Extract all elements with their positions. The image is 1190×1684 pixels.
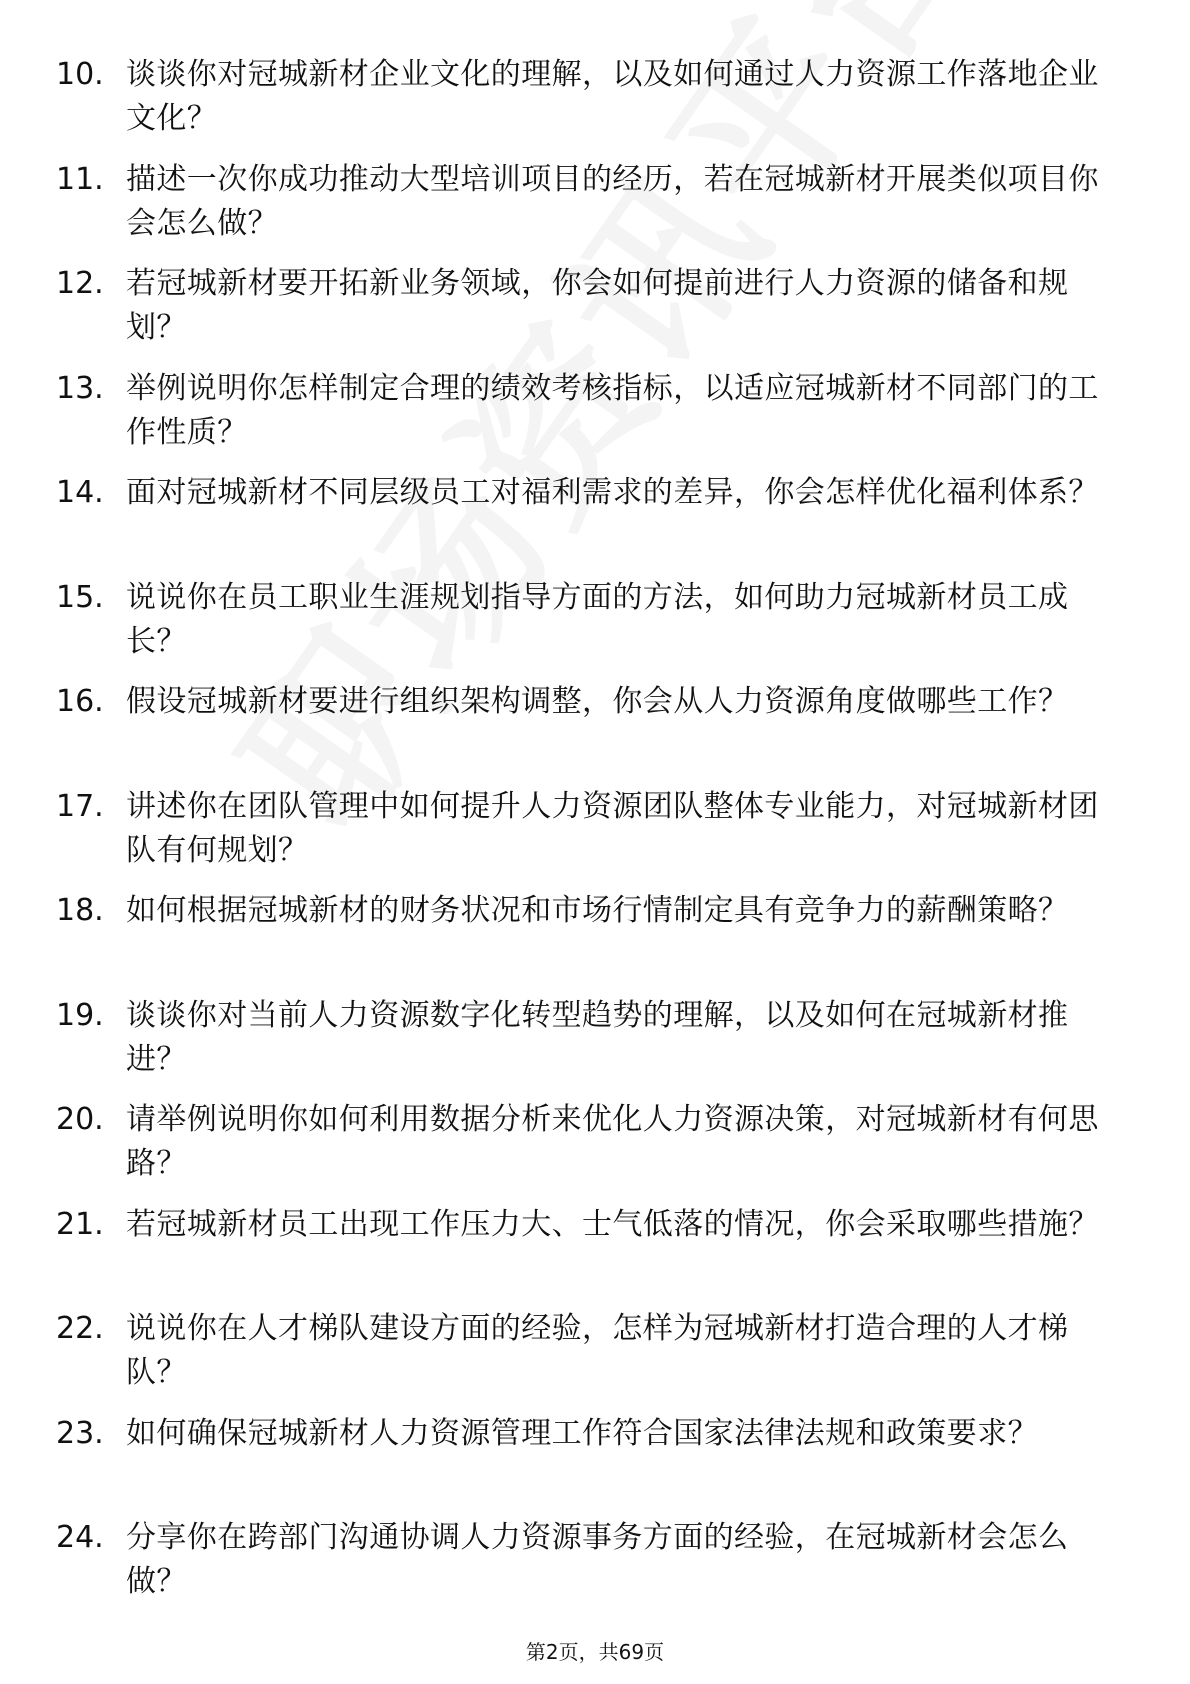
question-item <box>0 1203 1190 1308</box>
question-number: 12. <box>56 266 104 301</box>
question-list <box>0 53 1190 1621</box>
question-number: 18. <box>56 893 104 928</box>
question-item <box>0 1098 1190 1203</box>
question-number: 24. <box>56 1520 104 1555</box>
question-number: 15. <box>56 579 104 615</box>
question-text: 面对冠城新材不同层级员工对福利需求的差异，你会怎样优化福利体系？ <box>126 475 1099 510</box>
question-number: 17. <box>56 788 104 824</box>
question-text: 描述一次你成功推动大型培训项目的经历，若在冠城新材开展类似项目你会怎么做？ <box>126 161 1099 241</box>
question-text: 若冠城新材员工出现工作压力大、士气低落的情况，你会采取哪些措施？ <box>126 1206 1099 1242</box>
question-number: 22. <box>56 1311 104 1346</box>
question-text: 谈谈你对冠城新材企业文化的理解，以及如何通过人力资源工作落地企业文化？ <box>126 57 1099 136</box>
question-number: 20. <box>56 1102 104 1137</box>
question-text: 如何确保冠城新材人力资源管理工作符合国家法律法规和政策要求？ <box>126 1415 1038 1451</box>
question-text: 说说你在人才梯队建设方面的经验，怎样为冠城新材打造合理的人才梯队？ <box>126 1311 1069 1390</box>
question-text: 说说你在员工职业生涯规划指导方面的方法，如何助力冠城新材员工成长？ <box>126 579 1069 659</box>
question-text: 举例说明你怎样制定合理的绩效考核指标，以适应冠城新材不同部门的工作性质？ <box>126 370 1099 450</box>
question-text: 谈谈你对当前人力资源数字化转型趋势的理解，以及如何在冠城新材推进？ <box>126 997 1069 1077</box>
question-item <box>0 53 1190 158</box>
question-text: 若冠城新材要开拓新业务领域，你会如何提前进行人力资源的储备和规划？ <box>126 266 1069 345</box>
question-item <box>0 158 1190 263</box>
question-text: 如何根据冠城新材的财务状况和市场行情制定具有竞争力的薪酬策略？ <box>126 893 1069 928</box>
question-item <box>0 1516 1190 1621</box>
question-text: 请举例说明你如何利用数据分析来优化人力资源决策，对冠城新材有何思路？ <box>126 1102 1099 1181</box>
question-number: 10. <box>56 57 104 92</box>
question-item <box>0 1307 1190 1412</box>
question-item <box>0 994 1190 1099</box>
question-item <box>0 785 1190 890</box>
question-text: 分享你在跨部门沟通协调人力资源事务方面的经验，在冠城新材会怎么做？ <box>126 1520 1069 1599</box>
question-item <box>0 471 1190 576</box>
page-number-footer: 第2页，共69页 <box>525 1640 665 1664</box>
question-number: 21. <box>56 1206 104 1242</box>
question-number: 19. <box>56 997 104 1033</box>
question-number: 14. <box>56 475 104 510</box>
question-item <box>0 680 1190 785</box>
question-text: 假设冠城新材要进行组织架构调整，你会从人力资源角度做哪些工作？ <box>126 684 1069 719</box>
question-number: 13. <box>56 370 104 406</box>
question-number: 16. <box>56 684 104 719</box>
question-item <box>0 576 1190 681</box>
question-item <box>0 262 1190 367</box>
question-number: 11. <box>56 161 104 197</box>
question-text: 讲述你在团队管理中如何提升人力资源团队整体专业能力，对冠城新材团队有何规划？ <box>126 788 1099 868</box>
question-number: 23. <box>56 1415 104 1451</box>
question-item <box>0 889 1190 994</box>
question-item <box>0 1412 1190 1517</box>
question-item <box>0 367 1190 472</box>
